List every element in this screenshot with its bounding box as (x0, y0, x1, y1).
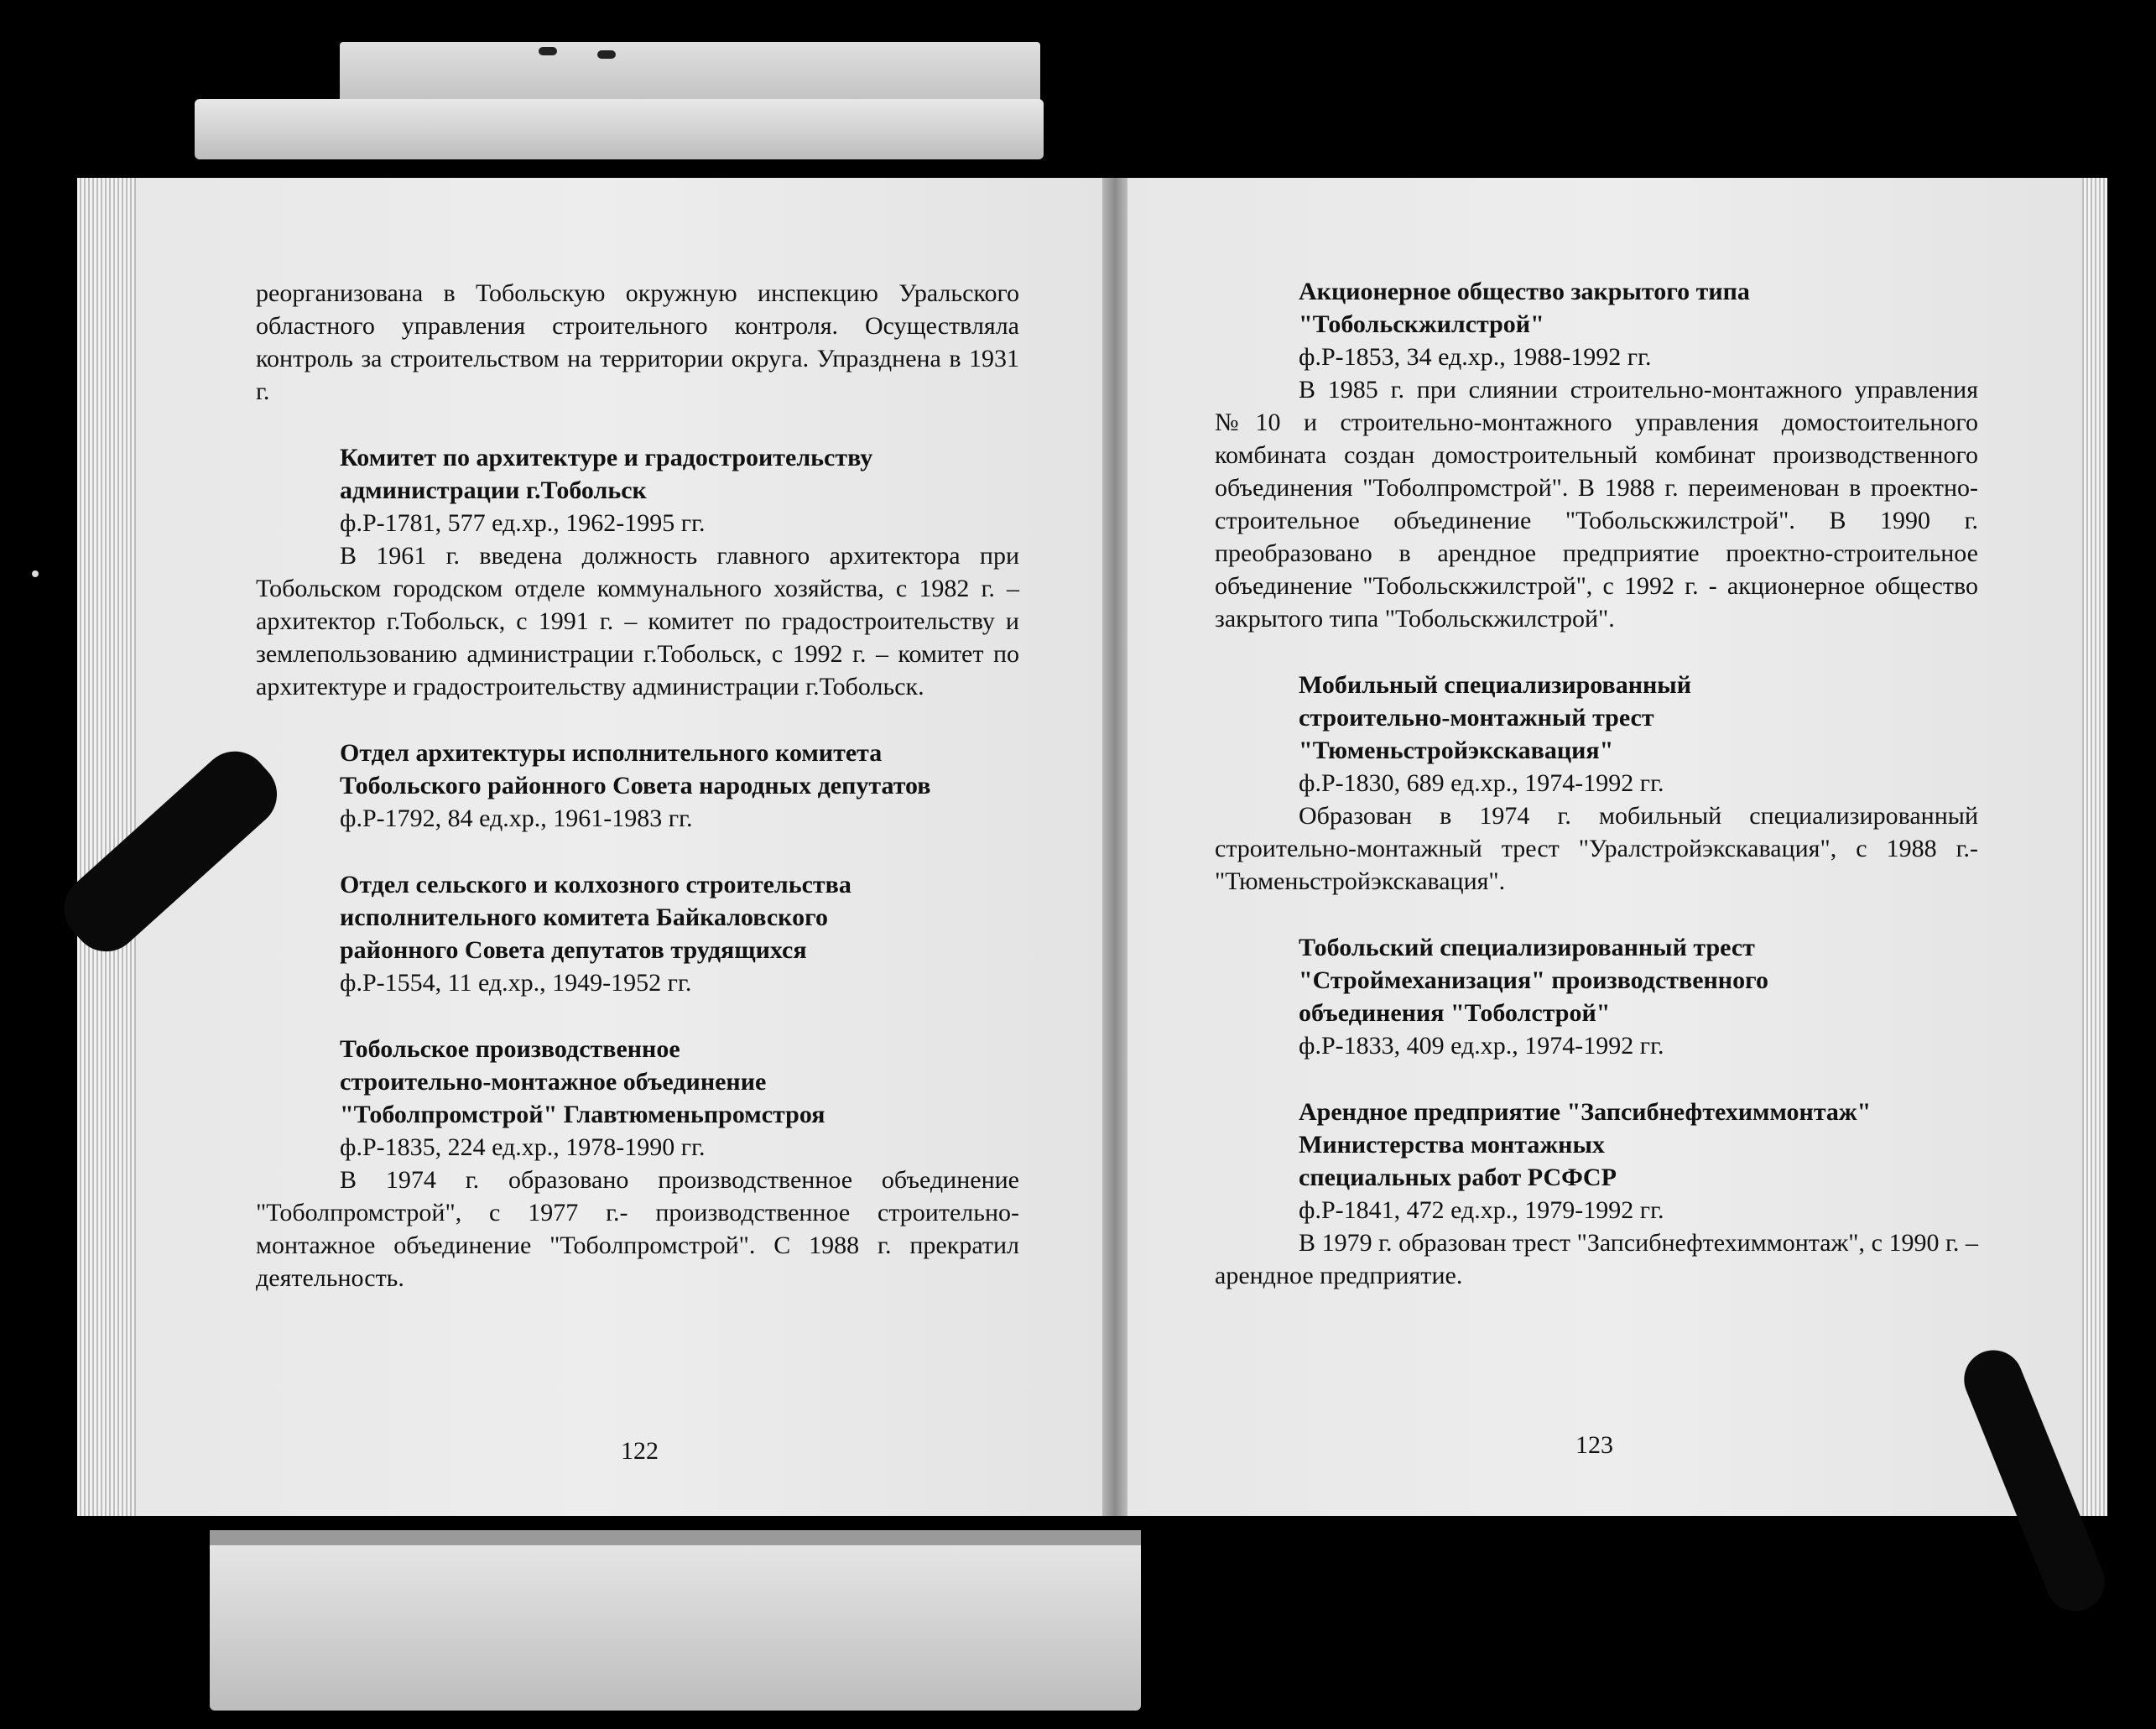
entry-fond-info: ф.Р-1833, 409 ед.хр., 1974-1992 гг. (1299, 1032, 1664, 1060)
entry-title: Мобильный специализированный строительно-монтажный трест "Тюменьстройэкскавация" (1299, 671, 1692, 764)
entry-fond-info: ф.Р-1554, 11 ед.хр., 1949-1952 гг. (340, 969, 692, 997)
entry-fond-info: ф.Р-1792, 84 ед.хр., 1961-1983 гг. (340, 805, 693, 832)
entry-title: Тобольское производственное строительно-монтажное объединение "Тоболпромстрой" Главтюменьпромстроя (340, 1035, 825, 1128)
left-page-text (256, 277, 1019, 1294)
entry-title: Отдел архитектуры исполнительного комитета Тобольского районного Совета народных депутатов (340, 739, 931, 799)
entry-description: В 1961 г. введена должность главного архитектора при Тобольском городском отделе коммунального хозяйства, с 1982 г. – архитектор г.Тобольск, с 1991 г. – комитет по градостроительству и землепользованию администрации г.Тобольск, с 1992 г. – комитет по архитектуре и градостроительству администрации г.Тобольск. (256, 542, 1019, 700)
entry-fond-info: ф.Р-1841, 472 ед.хр., 1979-1992 гг. (1299, 1196, 1664, 1224)
entry-title: Комитет по архитектуре и градостроительству администрации г.Тобольск (340, 444, 873, 504)
entry-description: Образован в 1974 г. мобильный специализированный строительно-монтажный трест "Уралстройэкскавация", с 1988 г.- "Тюменьстройэкскавация". (1215, 802, 1978, 895)
entry-fond-info: ф.Р-1781, 577 ед.хр., 1962-1995 гг. (340, 509, 706, 537)
entry-title: Тобольский специализированный трест "Строймеханизация" производственного объединения "Тоболстрой" (1299, 934, 1768, 1027)
entry-fond-info: ф.Р-1830, 689 ед.хр., 1974-1992 гг. (1299, 769, 1664, 797)
entry-title: Арендное предприятие "Запсибнефтехиммонтаж" Министерства монтажных специальных работ РСФСР (1299, 1098, 1872, 1191)
entry-description: В 1979 г. образован трест "Запсибнефтехиммонтаж", с 1990 г. – арендное предприятие. (1215, 1229, 1978, 1289)
page-number-right: 123 (1575, 1431, 1613, 1459)
book-gutter (1102, 178, 1127, 1516)
foam-support-top (195, 99, 1044, 159)
entry-description: В 1974 г. образовано производственное объединение "Тоболпромстрой", с 1977 г.- производственное строительно-монтажное объединение "Тоболпромстрой". С 1988 г. прекратил деятельность. (256, 1166, 1019, 1292)
page-number-left: 122 (621, 1437, 659, 1465)
entry-title: Акционерное общество закрытого типа "Тобольскжилстрой" (1299, 278, 1750, 338)
dust-speck (32, 570, 39, 577)
right-page-text (1215, 275, 1978, 1292)
entry-description: В 1985 г. при слиянии строительно-монтажного управления №10 и строительно-монтажного управления домостоительного комбината создан домостроительный комбинат производственного объединения "Тоболпромстрой". В 1988 г. переименован в проектно-строительное объединение "Тобольскжилстрой". В 1990 г. преобразовано в арендное предприятие проектно-строительное объединение "Тобольскжилстрой", с 1992 г. - акционерное общество закрытого типа "Тобольскжилстрой". (1215, 376, 1978, 633)
entry-fond-info: ф.Р-1853, 34 ед.хр., 1988-1992 гг. (1299, 343, 1652, 371)
intro-paragraph: реорганизована в Тобольскую окружную инспекцию Уральского областного управления строительного контроля. Осуществляла контроль за строительством на территории округа. Упразднена в 1931 г. (256, 279, 1019, 405)
pin-hole (597, 50, 616, 59)
foam-support-bottom (210, 1530, 1141, 1711)
entry-title: Отдел сельского и колхозного строительства исполнительного комитета Байкаловского районного Совета депутатов трудящихся (340, 871, 851, 964)
pin-hole (539, 47, 557, 55)
entry-fond-info: ф.Р-1835, 224 ед.хр., 1978-1990 гг. (340, 1133, 706, 1161)
